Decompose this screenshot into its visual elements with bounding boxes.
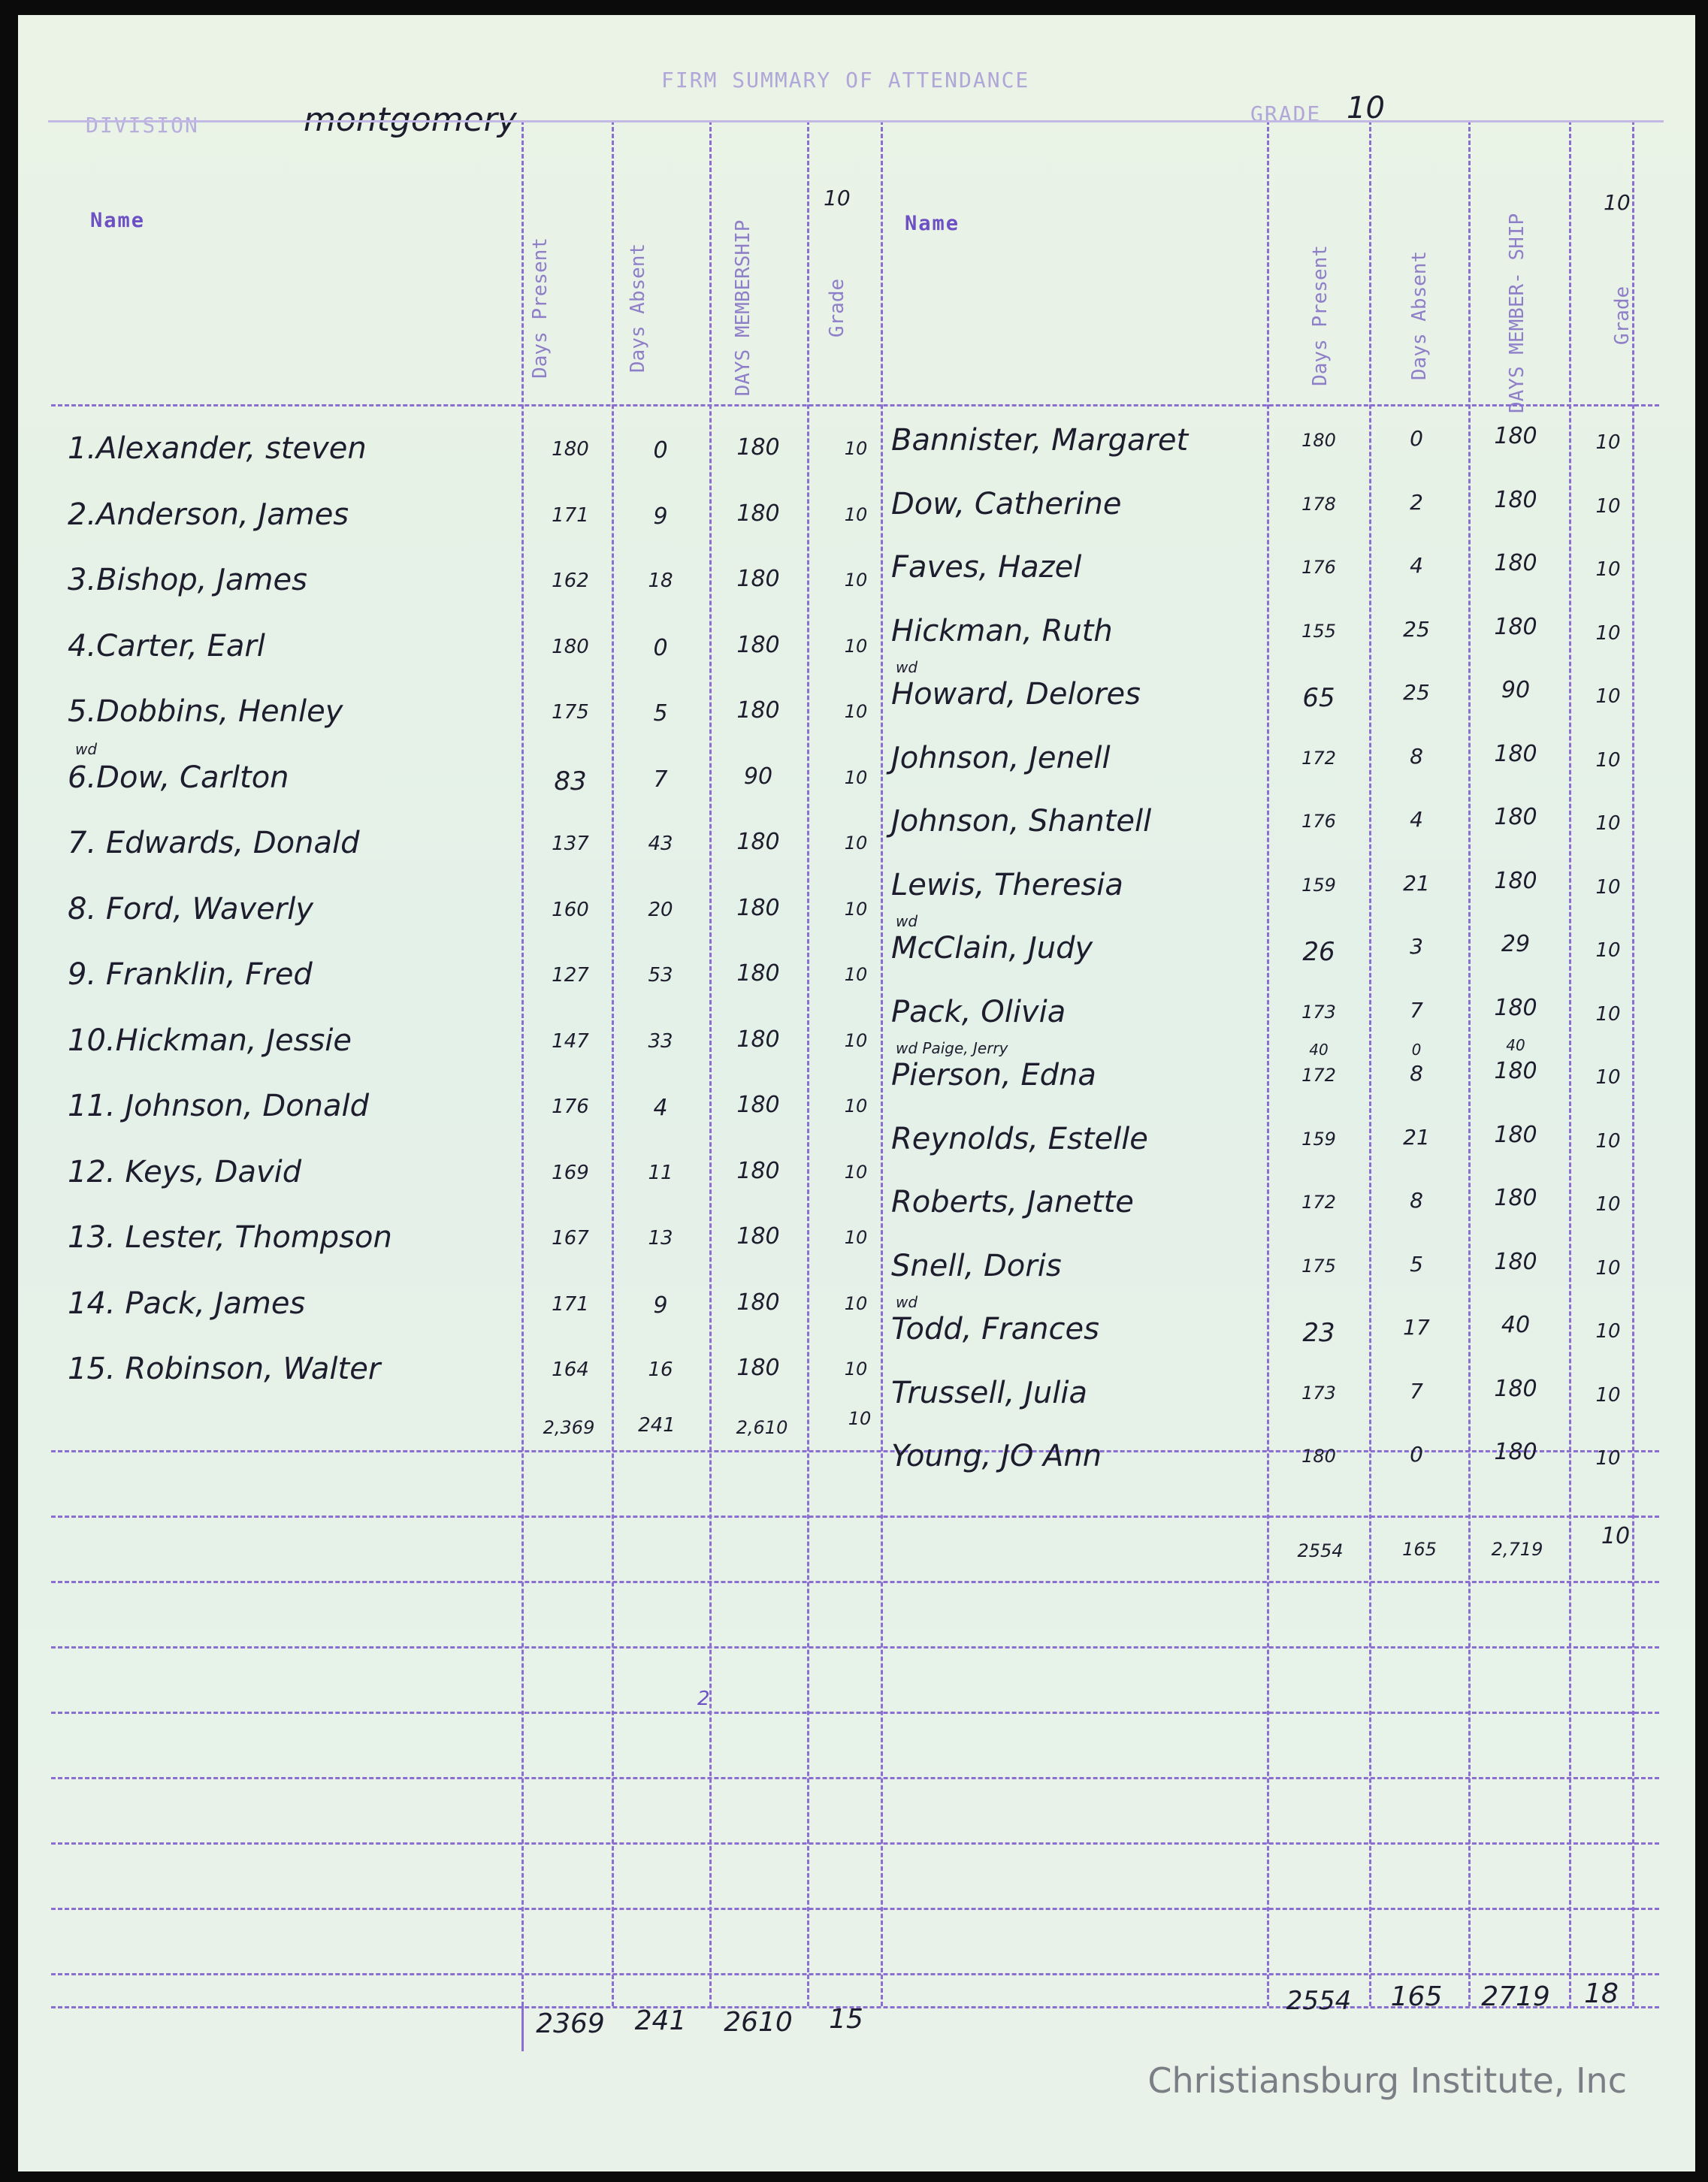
grade: 10 [1595,875,1621,899]
days-membership: 180 [736,894,780,921]
days-present: 172 [1301,1065,1336,1086]
total-right-present: 2554 [1286,1986,1352,2016]
total-left-present: 2369 [536,2008,605,2039]
column-divider [1267,120,1269,2006]
column-divider [709,120,712,2006]
grade: 10 [1595,1447,1621,1470]
grade: 10 [1595,1066,1621,1089]
days-absent: 9 [653,503,668,530]
days-present: 127 [552,964,589,987]
grade: 10 [1595,1320,1621,1343]
student-name: 7. Edwards, Donald [68,826,360,860]
header-grade-note-left: 10 [824,186,851,210]
days-absent: 2 [1410,489,1423,515]
days-present: 172 [1301,1192,1336,1213]
grade: 10 [844,1161,868,1183]
header-days-present-left: Days Present [529,237,552,379]
student-name: 5.Dobbins, Henley [68,694,343,729]
withdrawn-mark: wd [896,1293,918,1311]
days-membership: 180 [736,1355,780,1381]
total-left-membership: 2610 [724,2007,793,2038]
student-name: McClain, Judy [891,931,1093,966]
days-absent: 25 [1403,680,1430,705]
total-right-absent: 165 [1390,1981,1443,2012]
right-subtotal-membership: 2,719 [1491,1539,1543,1560]
right-subtotal-present: 2554 [1297,1540,1344,1561]
student-name: 3.Bishop, James [68,563,307,597]
division-value: montgomery [304,101,517,139]
days-absent: 4 [1410,807,1423,832]
days-absent: 18 [648,570,673,592]
days-membership: 180 [1494,1375,1537,1402]
days-present: 26 [1302,937,1335,967]
row-rule [51,1712,1659,1714]
grade-label: GRADE [1250,101,1322,126]
days-present: 137 [552,833,589,855]
withdrawn-mark: wd [896,658,918,676]
student-name: Lewis, Theresia [891,867,1123,902]
days-membership: 180 [1494,740,1537,767]
grade: 10 [844,503,868,525]
grade: 10 [1595,1129,1621,1153]
attendance-form [18,15,1695,2171]
days-absent: 17 [1403,1315,1430,1340]
days-membership: 180 [736,1157,780,1184]
header-days-absent-left: Days Absent [627,243,649,373]
days-present: 180 [552,438,589,461]
student-name: 11. Johnson, Donald [68,1089,370,1123]
withdrawn-mark: wd [896,912,918,930]
grade: 10 [1595,748,1621,772]
extra-absent: 0 [1411,1041,1422,1059]
days-absent: 0 [1410,1442,1423,1467]
column-divider [612,120,614,2006]
header-name-left: Name [90,209,146,232]
total-left-grade: 15 [829,2004,863,2035]
row-rule [51,1516,1659,1518]
grade: 10 [1595,812,1621,835]
left-subtotal-absent: 241 [638,1414,676,1437]
days-membership: 180 [1494,994,1537,1021]
days-present: 160 [552,898,589,921]
days-present: 155 [1301,620,1336,642]
grade: 10 [844,635,868,657]
days-membership: 180 [1494,1439,1537,1465]
header-grade-note-right: 10 [1604,190,1631,215]
days-membership: 90 [743,763,773,790]
grade: 10 [1595,1193,1621,1216]
days-absent: 8 [1410,1061,1423,1086]
days-present: 171 [552,503,589,527]
left-subtotal-present: 2,369 [543,1417,595,1438]
days-present: 175 [552,701,589,724]
days-present: 159 [1301,1128,1336,1150]
grade: 10 [1595,558,1621,581]
days-present: 180 [552,635,589,658]
student-name: Howard, Delores [891,677,1141,712]
student-name: 1.Alexander, steven [68,431,367,466]
grade: 10 [1595,939,1621,962]
days-present: 180 [1301,430,1336,451]
days-present: 65 [1302,683,1335,713]
header-grade-left: Grade [826,278,848,338]
student-name: Reynolds, Estelle [891,1121,1148,1156]
days-membership: 180 [1494,550,1537,576]
student-name: Hickman, Ruth [891,613,1113,648]
days-membership: 180 [736,500,780,527]
grade: 10 [844,1096,868,1117]
days-membership: 90 [1501,677,1531,703]
column-divider [807,120,809,2006]
grade: 10 [1595,621,1621,645]
header-grade-right: Grade [1611,286,1634,346]
grade: 10 [1595,1383,1621,1407]
grade: 10 [844,438,868,459]
days-absent: 13 [648,1227,673,1250]
grade: 10 [1595,431,1621,454]
grade: 10 [844,964,868,985]
right-subtotal-absent: 165 [1402,1539,1437,1560]
grade: 10 [844,1029,868,1051]
grade: 10 [844,701,868,722]
days-absent: 53 [648,964,673,987]
days-absent: 0 [653,634,668,661]
total-right-grade: 18 [1584,1978,1619,2009]
days-membership: 180 [736,960,780,987]
row-rule [51,1973,1659,1975]
column-divider [1369,120,1371,2006]
division-label: DIVISION [86,113,199,138]
days-present: 23 [1302,1318,1335,1348]
student-name: Pierson, Edna [891,1058,1096,1093]
days-absent: 21 [1403,1124,1430,1150]
days-absent: 0 [1410,426,1423,451]
days-absent: 9 [653,1292,668,1319]
days-present: 178 [1301,493,1336,515]
form-title: FIRM SUMMARY OF ATTENDANCE [661,68,1030,92]
column-divider [881,120,883,2006]
days-membership: 180 [1494,867,1537,894]
days-membership: 180 [736,1223,780,1250]
days-present: 176 [1301,811,1336,832]
row-rule [51,1646,1659,1649]
student-name: Trussell, Julia [891,1375,1087,1410]
days-membership: 180 [1494,613,1537,640]
days-present: 172 [1301,747,1336,769]
days-membership: 180 [1494,804,1537,830]
days-membership: 180 [736,1026,780,1053]
grade: 10 [1595,685,1621,708]
days-absent: 0 [653,437,668,464]
student-name: Johnson, Shantell [891,804,1152,839]
student-name: Snell, Doris [891,1248,1062,1283]
withdrawn-mark: wd [75,739,98,758]
totals-rule [521,2006,524,2051]
student-name: Roberts, Janette [891,1185,1134,1219]
days-membership: 29 [1501,931,1531,957]
grade-value: 10 [1347,91,1385,125]
days-absent: 11 [648,1161,673,1184]
days-absent: 33 [648,1029,673,1053]
extra-present: 40 [1309,1041,1329,1059]
days-present: 173 [1301,1001,1336,1023]
days-absent: 7 [1410,997,1423,1023]
student-name: Johnson, Jenell [891,740,1111,775]
grade: 10 [844,898,868,920]
days-absent: 4 [1410,553,1423,578]
days-membership: 180 [1494,486,1537,513]
days-membership: 180 [1494,423,1537,449]
student-name: Young, JO Ann [891,1439,1102,1473]
days-present: 171 [552,1292,589,1316]
student-name: 2.Anderson, James [68,497,349,532]
days-absent: 8 [1410,743,1423,769]
header-name-right: Name [905,212,960,235]
student-name: Bannister, Margaret [891,423,1189,458]
header-days-present-right: Days Present [1309,245,1332,386]
total-right-membership: 2719 [1481,1981,1550,2012]
row-rule [51,1842,1659,1845]
header-days-membership-right: DAYS MEMBER- SHIP [1506,213,1528,413]
row-rule [51,1777,1659,1779]
student-name: Todd, Frances [891,1312,1099,1346]
days-membership: 180 [736,829,780,855]
student-name: 12. Keys, David [68,1154,302,1189]
days-present: 176 [552,1096,589,1118]
days-absent: 21 [1403,870,1430,896]
days-present: 162 [552,570,589,592]
days-absent: 8 [1410,1188,1423,1213]
total-left-absent: 241 [634,2005,687,2036]
header-days-membership-left: DAYS MEMBERSHIP [732,219,754,397]
days-present: 176 [1301,557,1336,578]
column-divider [521,120,524,2006]
days-membership: 180 [1494,1058,1537,1084]
days-absent: 25 [1403,616,1430,642]
days-membership: 180 [736,566,780,592]
days-membership: 180 [736,434,780,461]
student-name: 6.Dow, Carlton [68,760,289,795]
grade: 10 [844,570,868,591]
student-name: 14. Pack, James [68,1286,306,1321]
days-absent: 4 [653,1095,668,1121]
withdrawn-mark: wd Paige, Jerry [896,1039,1008,1057]
days-absent: 5 [1410,1251,1423,1277]
student-name: Pack, Olivia [891,994,1066,1029]
left-subtotal-grade: 10 [848,1408,872,1429]
days-membership: 180 [736,631,780,658]
days-present: 147 [552,1029,589,1053]
days-absent: 20 [648,898,673,921]
days-membership: 180 [736,1092,780,1118]
days-absent: 7 [1410,1378,1423,1404]
row-rule [51,404,1659,406]
days-absent: 43 [648,833,673,855]
days-absent: 5 [653,700,668,727]
days-membership: 180 [1494,1185,1537,1211]
header-rule [48,120,1664,122]
student-name: 13. Lester, Thompson [68,1220,392,1255]
days-present: 167 [552,1227,589,1250]
page-mark: 2 [697,1688,710,1710]
grade: 10 [1595,494,1621,518]
student-name: 4.Carter, Earl [68,628,265,663]
student-name: 8. Ford, Waverly [68,891,314,926]
days-present: 83 [554,766,587,796]
days-present: 175 [1301,1255,1336,1277]
student-name: Dow, Catherine [891,486,1122,521]
column-divider [1569,120,1571,2006]
grade: 10 [1595,1002,1621,1026]
student-name: 10.Hickman, Jessie [68,1023,352,1058]
days-absent: 7 [653,766,668,793]
grade: 10 [1595,1256,1621,1280]
right-subtotal-grade: 10 [1601,1523,1631,1549]
left-subtotal-membership: 2,610 [736,1417,788,1438]
grade: 10 [844,833,868,854]
days-membership: 180 [1494,1248,1537,1275]
grade: 10 [844,766,868,788]
days-absent: 16 [648,1358,673,1381]
days-present: 180 [1301,1446,1336,1467]
days-membership: 180 [736,1289,780,1316]
student-name: Faves, Hazel [891,550,1082,585]
days-present: 164 [552,1358,589,1381]
days-membership: 180 [736,697,780,724]
column-divider [1468,120,1471,2006]
row-rule [51,1581,1659,1583]
days-present: 159 [1301,874,1336,896]
extra-membership: 40 [1506,1036,1525,1054]
header-days-absent-right: Days Absent [1408,250,1431,381]
days-present: 169 [552,1161,589,1184]
watermark: Christiansburg Institute, Inc [1147,2060,1627,2101]
column-divider [1632,120,1634,2006]
days-absent: 3 [1410,934,1423,959]
row-rule [51,1908,1659,1910]
student-name: 9. Franklin, Fred [68,957,313,992]
grade: 10 [844,1227,868,1248]
student-name: 15. Robinson, Walter [68,1352,381,1386]
days-membership: 180 [1494,1121,1537,1148]
grade: 10 [844,1292,868,1314]
grade: 10 [844,1358,868,1380]
days-membership: 40 [1501,1312,1531,1338]
days-present: 173 [1301,1382,1336,1404]
